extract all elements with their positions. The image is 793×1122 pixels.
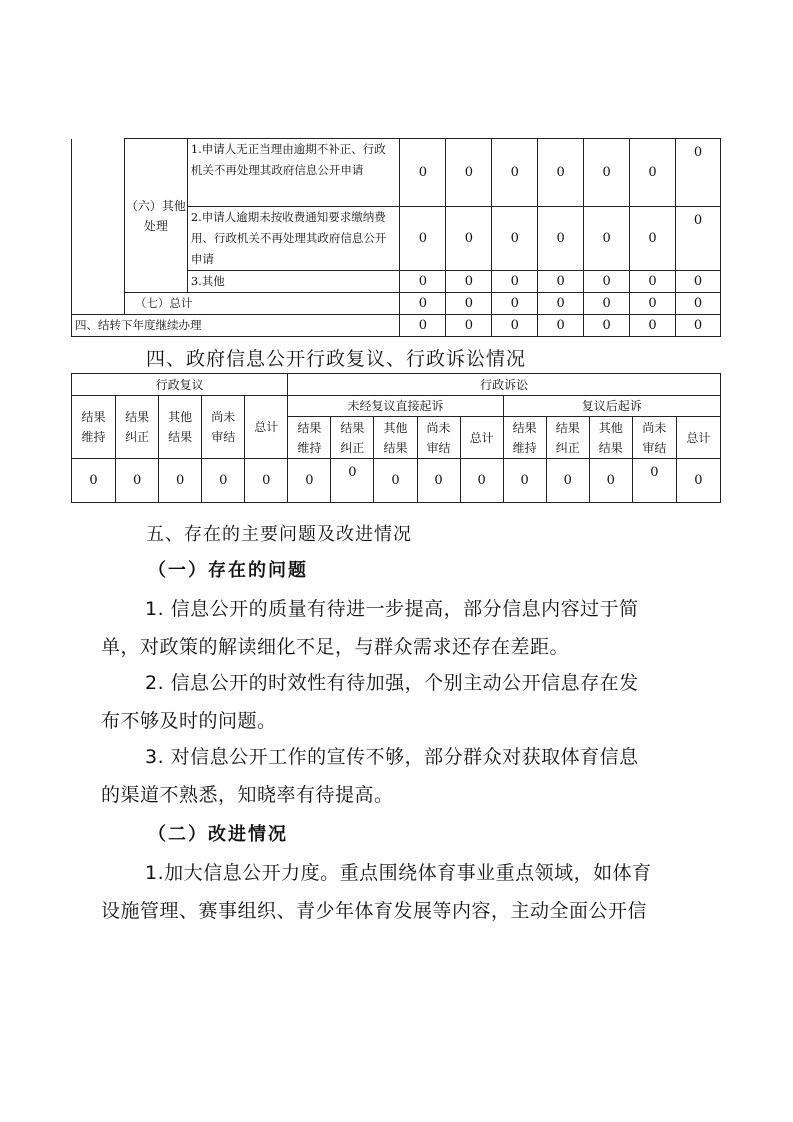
col-header: 结果维持: [288, 417, 331, 459]
paragraph-line: 单，对政策的解读细化不足，与群众需求还存在差距。: [101, 636, 570, 658]
sub-title-problems: （一）存在的问题: [148, 560, 308, 581]
cell-value: 0: [446, 315, 492, 337]
litigation-header: 行政诉讼: [288, 374, 721, 396]
paragraph-3: [101, 738, 721, 814]
cell-value: 0: [630, 139, 676, 207]
table-row: [72, 293, 721, 315]
paragraph-1: [101, 590, 721, 666]
col-header: 其他结果: [374, 417, 417, 459]
cell-value: 0: [538, 207, 584, 271]
paragraph-line: 布不够及时的问题。: [101, 710, 277, 732]
outer-left-cell: [72, 139, 125, 315]
paragraph-line: 2. 信息公开的时效性有待加强，个别主动公开信息存在发: [145, 672, 639, 694]
cell-value: 0: [538, 315, 584, 337]
section5-title: 五、存在的主要问题及改进情况: [146, 524, 412, 545]
col-header: 总计: [460, 417, 503, 459]
cell-value: 0: [584, 315, 630, 337]
cell-value: 0: [492, 315, 538, 337]
table-row: [72, 139, 721, 207]
review-header: 行政复议: [72, 374, 288, 396]
direct-header: 未经复议直接起诉: [288, 396, 503, 417]
col-header: 总计: [676, 417, 720, 459]
col-header: 结果纠正: [546, 417, 589, 459]
cell-value: 0: [676, 293, 721, 315]
col-header: 尚未审结: [202, 396, 245, 459]
section4-title: 四、政府信息公开行政复议、行政诉讼情况: [146, 348, 527, 370]
cell-value: 0: [492, 271, 538, 293]
cell-value: 0: [400, 271, 446, 293]
cell-value: 0: [676, 271, 721, 293]
paragraph-line: 的渠道不熟悉，知晓率有待提高。: [101, 784, 394, 806]
paragraph-2: [101, 664, 721, 740]
cell-value: 0: [630, 271, 676, 293]
cell-value: 0: [446, 293, 492, 315]
cell-value: 0: [492, 293, 538, 315]
col-header: 尚未审结: [632, 417, 676, 459]
row-item-label: 2.申请人逾期未按收费通知要求缴纳费用、行政机关不再处理其政府信息公开申请: [187, 207, 400, 271]
group-label: （六）其他处理: [124, 139, 187, 293]
row-item-label: 1.申请人无正当理由逾期不补正、行政机关不再处理其政府信息公开申请: [187, 139, 400, 207]
row-item-label: 3.其他: [187, 271, 400, 293]
col-header: 其他结果: [159, 396, 202, 459]
after-header: 复议后起诉: [503, 396, 720, 417]
cell-value: 0: [460, 459, 503, 503]
cell-value: 0: [492, 207, 538, 271]
col-header: 结果维持: [72, 396, 116, 459]
cell-value: 0: [546, 459, 589, 503]
cell-value: 0: [331, 459, 374, 503]
review-litigation-table: [71, 373, 721, 503]
table-row: [72, 315, 721, 337]
paragraph-line: 1.加大信息公开力度。重点围绕体育事业重点领域，如体育: [145, 862, 652, 884]
col-header: 总计: [245, 396, 288, 459]
cell-value: 0: [202, 459, 245, 503]
cell-value: 0: [676, 207, 721, 271]
cell-value: 0: [503, 459, 546, 503]
table-row: [72, 459, 721, 503]
cell-value: 0: [630, 207, 676, 271]
cell-value: 0: [584, 207, 630, 271]
cell-value: 0: [400, 207, 446, 271]
cell-value: 0: [446, 271, 492, 293]
cell-value: 0: [589, 459, 632, 503]
cell-value: 0: [400, 315, 446, 337]
cell-value: 0: [630, 293, 676, 315]
cell-value: 0: [374, 459, 417, 503]
table-row: [72, 374, 721, 396]
col-header: 尚未审结: [417, 417, 460, 459]
paragraph-4: [101, 854, 721, 930]
table-row: [72, 396, 721, 417]
cell-value: 0: [446, 139, 492, 207]
cell-value: 0: [538, 139, 584, 207]
cell-value: 0: [288, 459, 331, 503]
cell-value: 0: [584, 293, 630, 315]
col-header: 结果纠正: [116, 396, 159, 459]
cell-value: 0: [159, 459, 202, 503]
col-header: 结果维持: [503, 417, 546, 459]
cell-value: 0: [584, 271, 630, 293]
paragraph-line: 3. 对信息公开工作的宣传不够，部分群众对获取体育信息: [145, 746, 639, 768]
cell-value: 0: [538, 293, 584, 315]
cell-value: 0: [676, 139, 721, 207]
paragraph-line: 设施管理、赛事组织、青少年体育发展等内容，主动全面公开信: [101, 900, 648, 922]
cell-value: 0: [400, 293, 446, 315]
col-header: 其他结果: [589, 417, 632, 459]
cell-value: 0: [492, 139, 538, 207]
cell-value: 0: [446, 207, 492, 271]
sub-title-improvements: （二）改进情况: [148, 824, 288, 845]
cell-value: 0: [400, 139, 446, 207]
cell-value: 0: [584, 139, 630, 207]
cell-value: 0: [538, 271, 584, 293]
total-label: （七）总计: [124, 293, 400, 315]
cell-value: 0: [116, 459, 159, 503]
disclosure-stats-table: [71, 138, 721, 337]
cell-value: 0: [676, 459, 720, 503]
cell-value: 0: [417, 459, 460, 503]
paragraph-line: 1. 信息公开的质量有待进一步提高，部分信息内容过于简: [145, 598, 639, 620]
cell-value: 0: [630, 315, 676, 337]
cell-value: 0: [676, 315, 721, 337]
cell-value: 0: [72, 459, 116, 503]
cell-value: 0: [632, 459, 676, 503]
col-header: 结果纠正: [331, 417, 374, 459]
carryover-label: 四、结转下年度继续办理: [72, 315, 400, 337]
cell-value: 0: [245, 459, 288, 503]
